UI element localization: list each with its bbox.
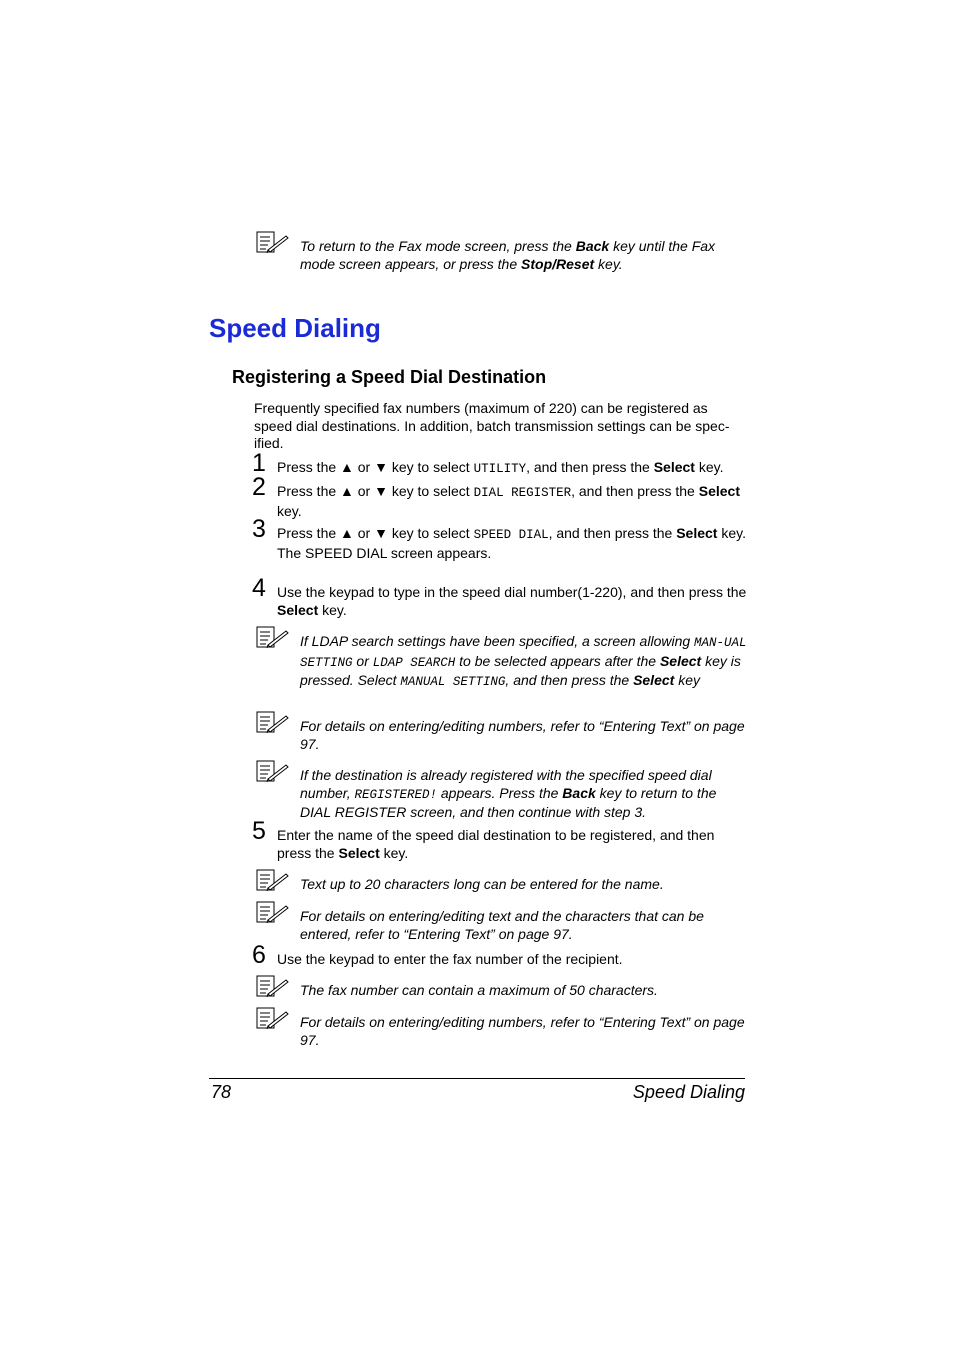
footer-title: Speed Dialing	[632, 1082, 745, 1102]
step-number: 5	[252, 817, 266, 845]
step-text: Enter the name of the speed dial destination to be registered, and then press the Select key.	[277, 827, 715, 861]
page-number: 78	[211, 1082, 232, 1102]
note-text: The fax number can contain a maximum of 50 characters.	[300, 982, 658, 998]
note-icon	[256, 711, 290, 735]
step-text: Press the ▲ or ▼ key to select SPEED DIAL, and then press the Select key. The SPEED DIAL screen appears.	[277, 525, 746, 561]
step-text: Use the keypad to enter the fax number of the recipient.	[277, 951, 623, 967]
note-icon	[256, 901, 290, 925]
section-title: Registering a Speed Dial Destination	[232, 367, 547, 387]
note-icon	[256, 975, 290, 999]
note-text: If the destination is already registered with the specified speed dial number, REGISTERED! appears. Press the Back key to return to the DIAL REGISTER screen, and then continue with step 3.	[300, 767, 717, 821]
note-text: Text up to 20 characters long can be entered for the name.	[300, 876, 664, 892]
footer-divider	[209, 1078, 745, 1079]
page-title: Speed Dialing	[209, 313, 381, 343]
step-number: 6	[252, 941, 266, 969]
intro-paragraph: Frequently specified fax numbers (maximum of 220) can be registered as speed dial destinations. In addition, batch transmission settings can be spec-ified.	[254, 400, 730, 452]
step-number: 1	[252, 449, 266, 477]
note-icon	[256, 231, 290, 255]
note-icon	[256, 869, 290, 893]
step-text: Use the keypad to type in the speed dial number(1-220), and then press the Select key.	[277, 584, 747, 618]
step-number: 3	[252, 515, 266, 543]
step-number: 4	[252, 574, 266, 602]
note-icon	[256, 760, 290, 784]
step-number: 2	[252, 473, 266, 501]
note-text: For details on entering/editing text and the characters that can be entered, refer to “Entering Text” on page 97.	[300, 908, 704, 942]
step-text: Press the ▲ or ▼ key to select UTILITY, and then press the Select key.	[277, 459, 724, 476]
note-icon	[256, 1007, 290, 1031]
note-text: If LDAP search settings have been specified, a screen allowing MAN-UAL SETTING or LDAP SEARCH to be selected appears after the Select key is pressed. Select MANUAL SETTING, and then press the Select key	[300, 633, 747, 690]
note-icon	[256, 626, 290, 650]
note-text: For details on entering/editing numbers, refer to “Entering Text” on page 97.	[300, 718, 745, 752]
note-text: To return to the Fax mode screen, press the Back key until the Fax mode screen appears, or press the Stop/Reset key.	[300, 238, 716, 272]
step-text: Press the ▲ or ▼ key to select DIAL REGISTER, and then press the Select key.	[277, 483, 740, 519]
note-text: For details on entering/editing numbers, refer to “Entering Text” on page 97.	[300, 1014, 745, 1048]
